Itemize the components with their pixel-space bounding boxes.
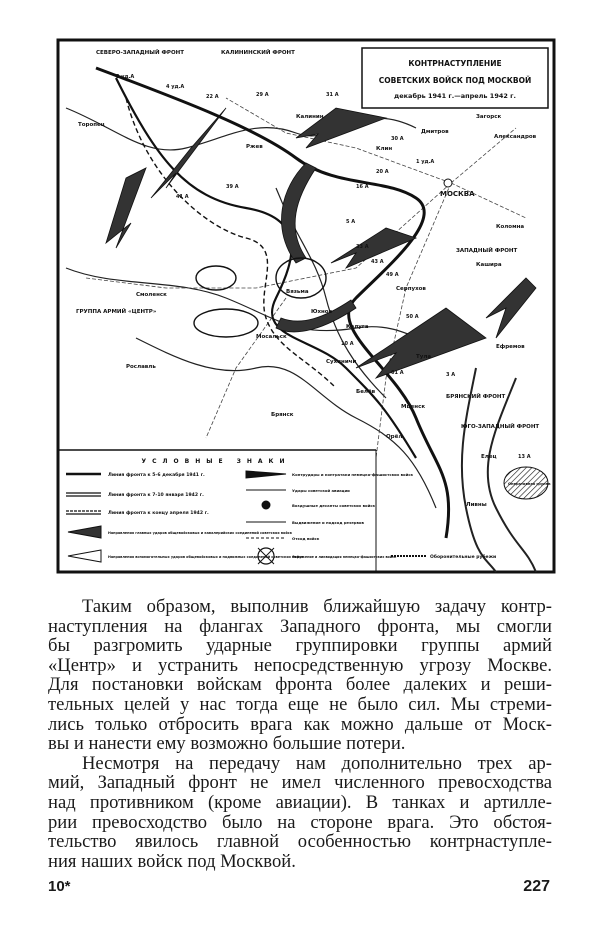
legend-item: Линия фронта к концу апреля 1942 г. xyxy=(108,511,209,516)
city-label: Вязьма xyxy=(286,289,309,295)
legend-item: Линия фронта к 5-6 декабря 1941 г. xyxy=(108,473,205,478)
text-line: мий, Западный фронт не имел численного превосходства xyxy=(48,772,552,794)
city-label: Сухиничи xyxy=(326,359,357,365)
army-label: 3 уд.А xyxy=(116,74,135,80)
map-title-line-2: СОВЕТСКИХ ВОЙСК ПОД МОСКВОЙ xyxy=(378,76,532,85)
legend-item: Направления главных ударов общевойсковых и кавалерийских соединений советских войск xyxy=(108,531,293,535)
city-label: Брянск xyxy=(271,412,294,418)
body-text xyxy=(48,597,552,871)
city-label: Ржев xyxy=(246,144,263,150)
text-line: Таким образом, выполнив ближайшую задачу контр- xyxy=(82,596,552,617)
text-line: рии превосходство было на стороне врага. Это обстоя- xyxy=(48,811,552,833)
text-line: Несмотря на передачу нам дополнительно трех ар- xyxy=(82,752,552,774)
city-label: Мценск xyxy=(401,404,426,410)
city-label: Серпухов xyxy=(396,286,426,292)
army-label: 31 А xyxy=(326,92,339,98)
city-label: Загорск xyxy=(476,114,502,120)
text-line: ния наших войск под Москвой. xyxy=(48,850,296,872)
map-title-line-1: КОНТРНАСТУПЛЕНИЕ xyxy=(408,59,502,68)
army-label: 20 А xyxy=(376,169,389,175)
city-label: Торопец xyxy=(78,122,105,128)
counteroffensive-map xyxy=(56,38,556,574)
front-label: ЗАПАДНЫЙ ФРОНТ xyxy=(456,248,518,254)
legend-item: Контрудары и контратаки немецко-фашистских войск xyxy=(292,472,414,477)
front-label: КАЛИНИНСКИЙ ФРОНТ xyxy=(221,50,295,56)
map-title-box xyxy=(362,48,548,108)
text-line: над противником (кроме авиации). В танках и артилле- xyxy=(48,791,552,813)
city-label: Александров xyxy=(494,134,537,140)
map-title-line-3: декабрь 1941 г.—апрель 1942 г. xyxy=(393,92,517,100)
page-number: 227 xyxy=(523,878,550,895)
text-line: лись только отбросить врага как можно дальше от Моск- xyxy=(48,713,552,735)
army-label: 4 уд.А xyxy=(166,84,185,90)
legend-item: Отход войск xyxy=(292,536,320,541)
text-line: тельных целей у нас тогда еще не было сил. Мы стреми- xyxy=(48,693,552,715)
army-label: 13 А xyxy=(518,454,531,460)
army-label: 29 А xyxy=(256,92,269,98)
army-label: 41 А xyxy=(176,194,189,200)
front-label: ЮГО-ЗАПАДНЫЙ ФРОНТ xyxy=(461,424,540,430)
city-label: Смоленск xyxy=(136,292,167,298)
text-line: наступления на флангах Западного фронта, мы смогли xyxy=(48,615,552,637)
legend-item: Линия фронта к 7-10 января 1942 г. xyxy=(108,493,204,498)
legend-item: Окружение и ликвидация немецко-фашистских войск xyxy=(292,555,397,559)
paragraph-1 xyxy=(48,597,552,754)
city-label: Ливны xyxy=(466,502,487,508)
city-label: Рославль xyxy=(126,364,156,370)
legend-item: Воздушные десанты советских войск xyxy=(292,503,376,508)
army-label: 61 А xyxy=(391,370,404,376)
front-label: СЕВЕРО-ЗАПАДНЫЙ ФРОНТ xyxy=(96,50,184,56)
city-label-moscow: МОСКВА xyxy=(440,190,475,198)
army-label: 39 А xyxy=(226,184,239,190)
front-label: БРЯНСКИЙ ФРОНТ xyxy=(446,394,506,400)
legend-item: Удары советской авиации xyxy=(292,488,350,493)
paragraph-2 xyxy=(48,754,552,872)
city-label: Ефремов xyxy=(496,344,525,350)
army-label: 43 А xyxy=(371,259,384,265)
legend-item: Оборонительные рубежи xyxy=(430,555,497,560)
text-line: Для постановки войскам фронта более далеких и реши- xyxy=(48,674,552,696)
legend-item: Выдвижение и подход резервов xyxy=(292,520,364,525)
city-label: Клин xyxy=(376,146,393,152)
army-label: 49 А xyxy=(386,272,399,278)
city-label: Калуга xyxy=(346,324,369,330)
city-label: Мосальск xyxy=(256,334,287,340)
army-label: 16 А xyxy=(356,184,369,190)
city-label: Коломна xyxy=(496,224,525,230)
text-line: тельство явилось главной особенностью контрнаступле- xyxy=(48,831,552,853)
army-label: 5 А xyxy=(346,219,356,225)
legend-item: Направления вспомогательных ударов общевойсковых и подвижных соединений советских войск xyxy=(108,555,304,559)
legend-heading: УСЛОВНЫЕ ЗНАКИ xyxy=(141,458,291,465)
army-label: 22 А xyxy=(206,94,219,100)
city-label: Белёв xyxy=(356,389,376,395)
front-label: ГРУППА АРМИЙ «ЦЕНТР» xyxy=(76,309,157,315)
city-label: Калинин xyxy=(296,114,324,120)
text-line: бы разгромить ударные группировки группы армий xyxy=(48,635,552,657)
army-label: 1 уд.А xyxy=(416,159,435,165)
city-label: Тула xyxy=(416,354,432,360)
city-label: Кашира xyxy=(476,262,502,268)
army-label: 30 А xyxy=(391,136,404,142)
city-label: Дмитров xyxy=(421,129,449,135)
army-label: 50 А xyxy=(406,314,419,320)
city-label: Юхнов xyxy=(311,309,333,315)
army-label: 3 А xyxy=(446,372,456,378)
operational-group-label: Оперативная группа xyxy=(508,482,551,486)
city-label: Орёл xyxy=(386,434,403,440)
army-label: 10 А xyxy=(341,341,354,347)
text-line: «Центр» и устранить непосредственную угрозу Москве. xyxy=(48,654,552,676)
text-line: вы и нанести ему возможно большие потери. xyxy=(48,733,406,755)
signature-mark: 10* xyxy=(48,878,71,895)
army-label: 33 А xyxy=(356,244,369,250)
city-label: Елец xyxy=(481,454,497,460)
